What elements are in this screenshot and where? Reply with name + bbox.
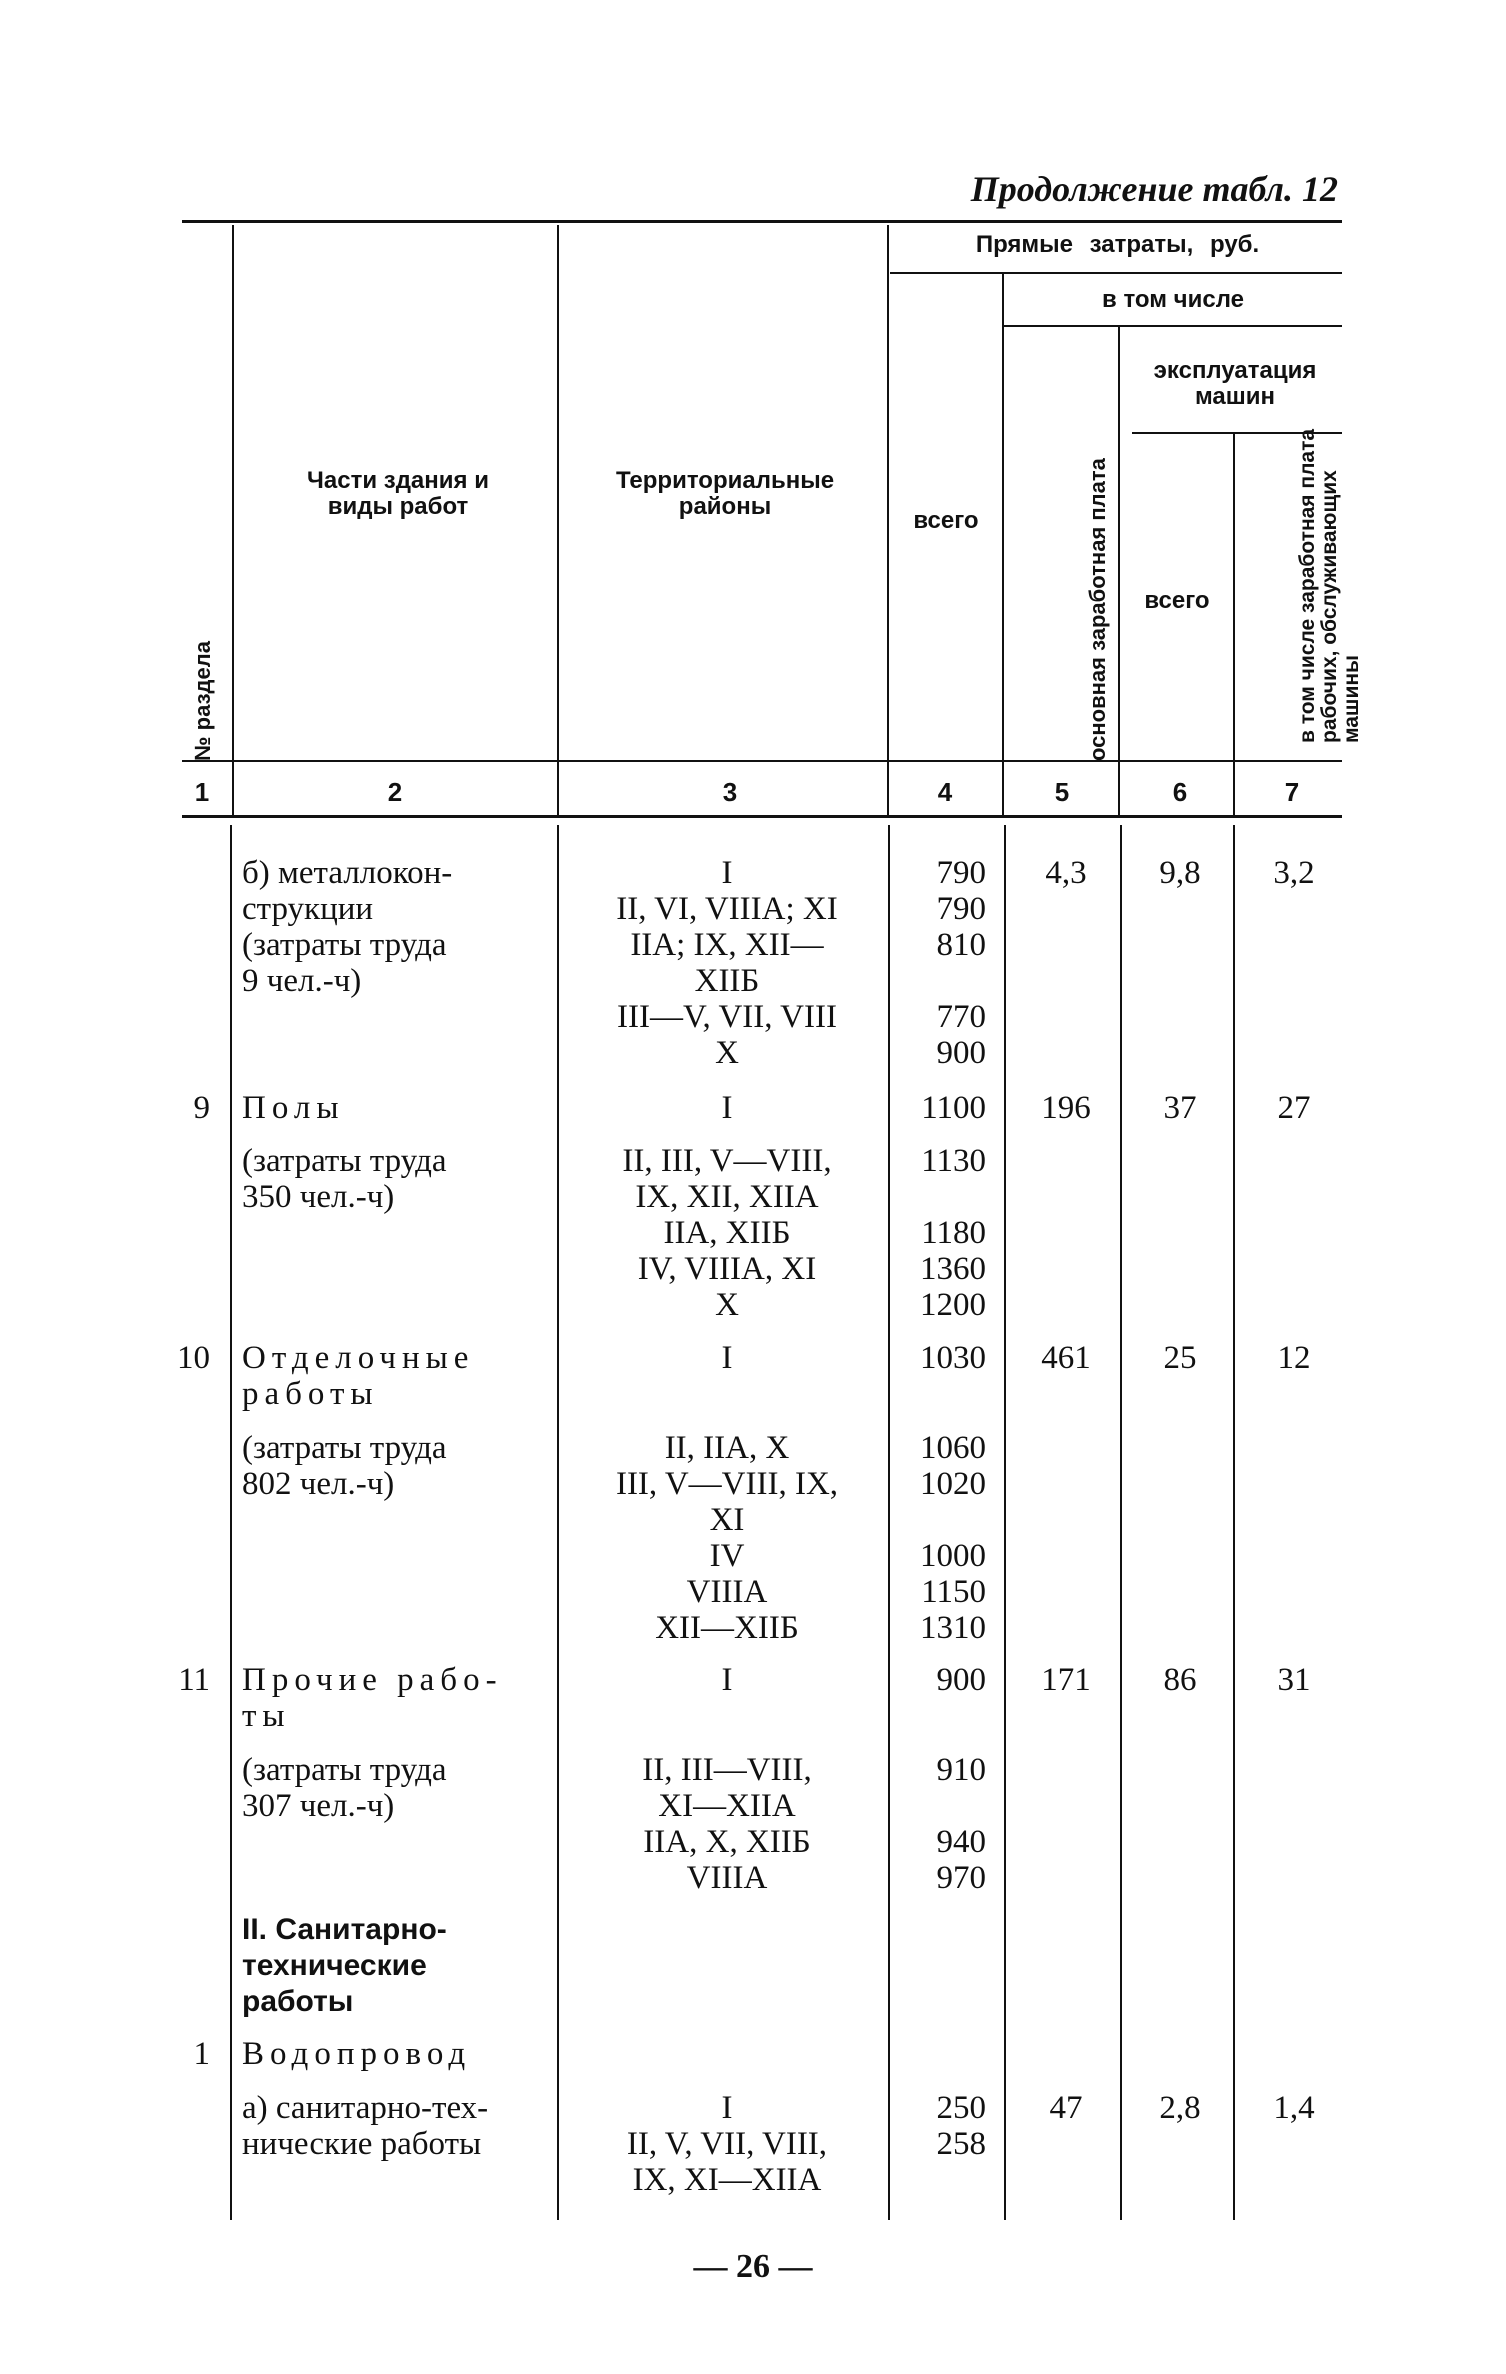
water-cost-1: 250 bbox=[936, 2090, 986, 2126]
row2-region-2a: II, III, V—VIII, bbox=[622, 1143, 832, 1179]
water-region-2b: IX, XI—XIIA bbox=[632, 2162, 822, 2198]
section-heading-line1: II. Санитарно- bbox=[242, 1913, 447, 1946]
row1-title-line1: б) металлокон- bbox=[242, 855, 453, 891]
row3-cost-5: 1150 bbox=[921, 1574, 986, 1610]
vrule-h3 bbox=[887, 225, 889, 815]
header-top-rule bbox=[182, 220, 1342, 223]
row3-region-6: XII—XIIБ bbox=[655, 1610, 799, 1646]
water-base-salary: 47 bbox=[1049, 2090, 1083, 2126]
row4-cost-1: 900 bbox=[936, 1662, 986, 1698]
col-number-2: 2 bbox=[387, 777, 403, 807]
col-number-6: 6 bbox=[1172, 777, 1188, 807]
row2-section: 9 bbox=[193, 1090, 210, 1126]
row4-section: 11 bbox=[178, 1662, 210, 1698]
header-direct-costs: Прямые затраты, руб. bbox=[975, 231, 1260, 258]
water-region-1: I bbox=[721, 2090, 733, 2126]
rule-colnums-bottom bbox=[182, 815, 1342, 818]
row3-cost-4: 1000 bbox=[920, 1538, 986, 1574]
row4-cost-4: 970 bbox=[936, 1860, 986, 1896]
water-cost-2: 258 bbox=[936, 2126, 986, 2162]
row3-base-salary: 461 bbox=[1041, 1340, 1091, 1376]
row2-region-4: IV, VIIIA, XI bbox=[637, 1251, 817, 1287]
row2-cost-5: 1200 bbox=[920, 1287, 986, 1323]
water-operator-salary: 1,4 bbox=[1273, 2090, 1315, 2126]
row1-operator-salary: 3,2 bbox=[1273, 855, 1315, 891]
row4-labor-line1: (затраты труда bbox=[242, 1752, 447, 1788]
row4-machine-total: 86 bbox=[1163, 1662, 1197, 1698]
row3-section: 10 bbox=[177, 1340, 210, 1376]
col-number-7: 7 bbox=[1284, 777, 1300, 807]
vrule-b2 bbox=[557, 825, 559, 2220]
row2-region-5: X bbox=[715, 1287, 739, 1323]
rule-header-bottom bbox=[182, 760, 1342, 762]
vrule-h1 bbox=[232, 225, 234, 815]
vrule-b4 bbox=[1004, 825, 1006, 2220]
row2-title: Полы bbox=[242, 1090, 345, 1126]
rule-direct-costs bbox=[890, 272, 1342, 274]
row1-region-5: X bbox=[715, 1035, 739, 1071]
row1-cost-2: 790 bbox=[936, 891, 986, 927]
header-including: в том числе bbox=[1102, 286, 1244, 313]
row2-region-2b: IX, XII, XIIA bbox=[635, 1179, 819, 1215]
page-number: — 26 — bbox=[693, 2248, 813, 2285]
section-heading-line3: работы bbox=[242, 1985, 354, 2018]
row2-cost-2: 1130 bbox=[921, 1143, 986, 1179]
row3-region-2: II, IIA, X bbox=[664, 1430, 790, 1466]
row3-region-1: I bbox=[721, 1340, 733, 1376]
row4-region-2b: XI—XIIA bbox=[658, 1788, 796, 1824]
header-total: всего bbox=[913, 507, 979, 534]
row3-region-4: IV bbox=[709, 1538, 745, 1574]
row1-labor-line1: (затраты труда bbox=[242, 927, 447, 963]
col-number-3: 3 bbox=[722, 777, 738, 807]
row2-labor-line1: (затраты труда bbox=[242, 1143, 447, 1179]
vrule-h6 bbox=[1233, 434, 1235, 815]
vrule-h4 bbox=[1002, 274, 1004, 815]
row3-cost-1: 1030 bbox=[920, 1340, 986, 1376]
header-machine-operation: эксплуатация машин bbox=[1153, 357, 1317, 410]
header-machine-total: всего bbox=[1144, 587, 1210, 614]
row3-cost-6: 1310 bbox=[920, 1610, 986, 1646]
col-number-4: 4 bbox=[937, 777, 953, 807]
row2-cost-1: 1100 bbox=[921, 1090, 986, 1126]
row2-operator-salary: 27 bbox=[1277, 1090, 1311, 1126]
header-parts: Части здания и виды работ bbox=[307, 467, 489, 520]
row4-labor-line2: 307 чел.-ч) bbox=[242, 1788, 395, 1824]
row4-region-3: IIA, X, XIIБ bbox=[643, 1824, 811, 1860]
row3-region-5: VIIIA bbox=[686, 1574, 768, 1610]
row1-region-4: III—V, VII, VIII bbox=[617, 999, 837, 1035]
row3-region-3b: XI bbox=[709, 1502, 745, 1538]
row1-cost-4: 770 bbox=[936, 999, 986, 1035]
row4-title-line1: Прочие рабо- bbox=[242, 1662, 503, 1698]
row2-region-1: I bbox=[721, 1090, 733, 1126]
row1-region-3a: IIA; IX, XII— bbox=[630, 927, 824, 963]
row3-cost-3: 1020 bbox=[920, 1466, 986, 1502]
row1-region-2: II, VI, VIIIA; XI bbox=[616, 891, 838, 927]
row1-title-line2: струкции bbox=[242, 891, 374, 927]
vrule-h5 bbox=[1118, 327, 1120, 815]
row3-cost-2: 1060 bbox=[920, 1430, 986, 1466]
row2-labor-line2: 350 чел.-ч) bbox=[242, 1179, 395, 1215]
row1-cost-5: 900 bbox=[936, 1035, 986, 1071]
vrule-b5 bbox=[1120, 825, 1122, 2220]
row3-machine-total: 25 bbox=[1163, 1340, 1197, 1376]
water-machine-total: 2,8 bbox=[1159, 2090, 1201, 2126]
row1-region-1: I bbox=[721, 855, 733, 891]
vrule-b6 bbox=[1233, 825, 1235, 2220]
row2-region-3: IIA, XIIБ bbox=[663, 1215, 791, 1251]
row4-base-salary: 171 bbox=[1041, 1662, 1091, 1698]
row2-cost-4: 1360 bbox=[920, 1251, 986, 1287]
vrule-h2 bbox=[557, 225, 559, 815]
row2-base-salary: 196 bbox=[1041, 1090, 1091, 1126]
water-sub-line2: нические работы bbox=[242, 2126, 482, 2162]
header-section-no: № раздела bbox=[190, 641, 215, 761]
col-number-1: 1 bbox=[194, 777, 210, 807]
row3-labor-line2: 802 чел.-ч) bbox=[242, 1466, 395, 1502]
row3-title-line2: работы bbox=[242, 1376, 379, 1412]
row2-machine-total: 37 bbox=[1163, 1090, 1197, 1126]
row4-cost-2: 910 bbox=[936, 1752, 986, 1788]
rule-including bbox=[1004, 325, 1342, 327]
row4-cost-3: 940 bbox=[936, 1824, 986, 1860]
row1-labor-line2: 9 чел.-ч) bbox=[242, 963, 362, 999]
section-heading-line2: технические bbox=[242, 1949, 427, 1982]
col-number-5: 5 bbox=[1054, 777, 1070, 807]
water-sub-line1: а) санитарно-тех- bbox=[242, 2090, 489, 2126]
table-caption: Продолжение табл. 12 bbox=[970, 169, 1338, 209]
water-section: 1 bbox=[193, 2036, 210, 2072]
row1-cost-1: 790 bbox=[936, 855, 986, 891]
header-base-salary: основная заработная плата bbox=[1085, 458, 1110, 761]
row1-base-salary: 4,3 bbox=[1045, 855, 1087, 891]
vrule-b1 bbox=[230, 825, 232, 2220]
row1-machine-total: 9,8 bbox=[1159, 855, 1201, 891]
water-region-2a: II, V, VII, VIII, bbox=[626, 2126, 828, 2162]
row2-cost-3: 1180 bbox=[921, 1215, 986, 1251]
row4-region-1: I bbox=[721, 1662, 733, 1698]
row1-cost-3: 810 bbox=[936, 927, 986, 963]
water-title: Водопровод bbox=[242, 2036, 472, 2072]
row3-operator-salary: 12 bbox=[1277, 1340, 1311, 1376]
header-regions: Территориальные районы bbox=[615, 467, 835, 520]
row3-title-line1: Отделочные bbox=[242, 1340, 475, 1376]
row4-region-2a: II, III—VIII, bbox=[642, 1752, 812, 1788]
row1-region-3b: XIIБ bbox=[694, 963, 760, 999]
row3-labor-line1: (затраты труда bbox=[242, 1430, 447, 1466]
row4-title-line2: ты bbox=[242, 1698, 291, 1734]
row4-region-4: VIIIA bbox=[686, 1860, 768, 1896]
row4-operator-salary: 31 bbox=[1277, 1662, 1311, 1698]
header-operator-salary: в том числе заработная плата рабочих, обслуживающих машины bbox=[1296, 428, 1363, 743]
row3-region-3a: III, V—VIII, IX, bbox=[615, 1466, 839, 1502]
